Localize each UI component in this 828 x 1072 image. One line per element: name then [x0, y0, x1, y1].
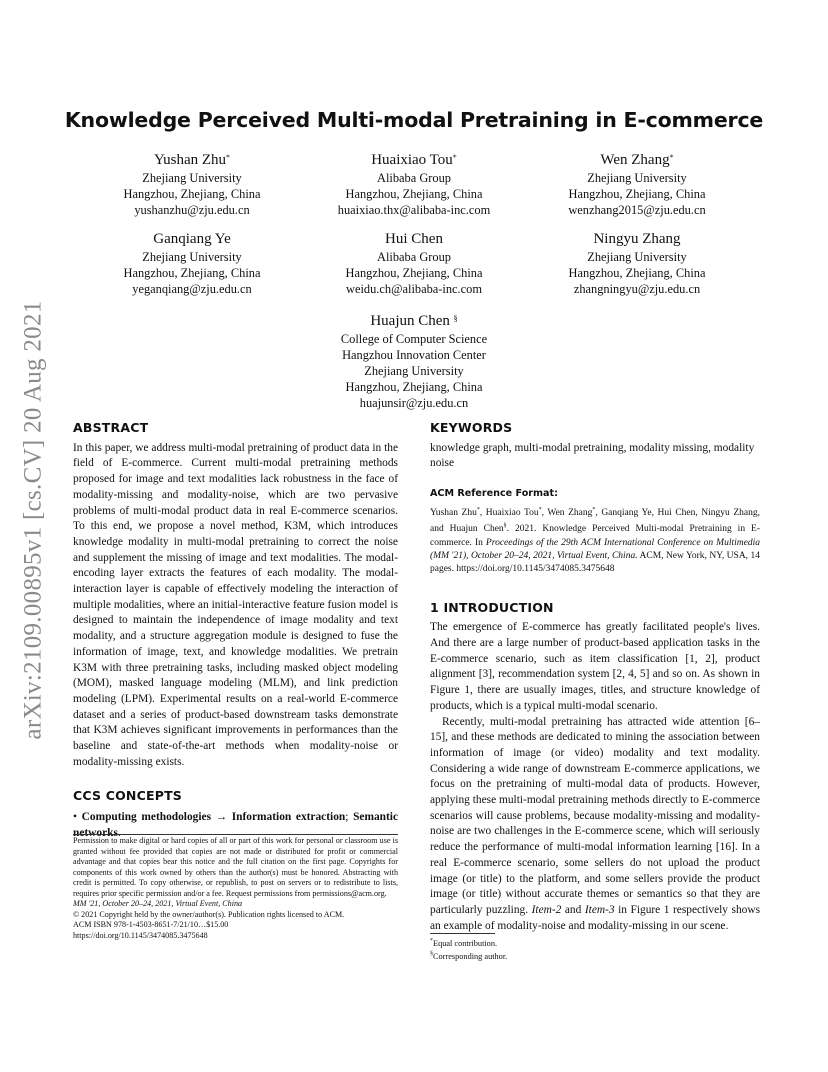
author-location: Hangzhou, Zhejiang, China — [345, 380, 483, 394]
author-location: Hangzhou, Zhejiang, China — [123, 187, 261, 201]
venue-line: MM '21, October 20–24, 2021, Virtual Event, China — [73, 899, 243, 908]
author-affiliation: Alibaba Group — [377, 250, 451, 264]
author-name: Ningyu Zhang — [593, 231, 681, 247]
intro-paragraph: Recently, multi-modal pretraining has attracted wide attention [6–15], and these methods are dedicated to mining the association between information of image (or video) modality and text modality. Considering a wide range of downstream E-commerce applications, we focus on the pretraining of multi-modal data of products. However, applying these multi-modal pretraining methods directly to E-commerce scenarios will cause problems, because modality-missing and modality-noise are two challenges in the E-commerce scene, which will seriously reduce the performance of multi-modal information learning [16]. In a real E-commerce scenario, some sellers do not upload the product image (or title) to the platform, and some sellers provide the product image (or title) without accurate themes or semantics so that they are particularly puzzling. Item-2 and Item-3 in Figure 1 respectively shows an example of modality-noise and modality-missing in our scene. — [430, 715, 761, 932]
footnote-corresponding-author: §Corresponding author. — [430, 950, 508, 961]
abstract-heading: ABSTRACT — [73, 420, 149, 435]
intro-paragraph: The emergence of E-commerce has greatly facilitated people's lives. And there are a large number of product-based application tasks in the E-commerce scenario, such as item classification [1, 2], product alignment [3], recommendation system [2, 4, 5] and so on. As shown in Figure 1, there are usually images, titles, and structure knowledge of products, which is a typical multi-modal scenario. — [430, 621, 760, 712]
author-email[interactable]: huajunsir@zju.edu.cn — [359, 396, 469, 410]
author-location: Hangzhou, Zhejiang, China — [345, 266, 483, 280]
arxiv-identifier[interactable]: arXiv:2109.00895v1 [cs.CV] 20 Aug 2021 — [20, 300, 47, 740]
author-name: Huaixiao Tou* — [371, 152, 457, 168]
right-column — [430, 420, 760, 934]
isbn-line: ACM ISBN 978-1-4503-8651-7/21/10…$15.00 — [73, 920, 229, 929]
author-email[interactable]: yeganqiang@zju.edu.cn — [132, 282, 252, 296]
paper-title: Knowledge Perceived Multi-modal Pretraining in E-commerce — [64, 108, 764, 132]
author-block — [72, 150, 312, 218]
footnotes — [430, 936, 760, 962]
author-location: Hangzhou, Zhejiang, China — [568, 187, 706, 201]
reference-heading: ACM Reference Format: — [430, 488, 558, 500]
author-affiliation: College of Computer Science — [340, 332, 488, 346]
footnote-rule — [430, 933, 495, 934]
author-affiliation: Zhejiang University — [142, 250, 242, 264]
keywords-heading: KEYWORDS — [430, 420, 513, 435]
keywords-text: knowledge graph, multi-modal pretraining, modality missing, modality noise — [430, 441, 755, 470]
intro-heading: 1 INTRODUCTION — [430, 599, 554, 615]
author-name: Wen Zhang* — [600, 152, 674, 168]
author-block — [72, 229, 312, 297]
author-email[interactable]: weidu.ch@alibaba-inc.com — [346, 282, 482, 296]
permission-rule — [73, 834, 398, 835]
author-email[interactable]: zhangningyu@zju.edu.cn — [573, 282, 701, 296]
author-affiliation: Zhejiang University — [142, 171, 242, 185]
permission-block — [73, 836, 398, 941]
author-block — [517, 229, 757, 297]
author-block — [294, 150, 534, 218]
author-name: Ganqiang Ye — [153, 231, 231, 247]
author-block — [517, 150, 757, 218]
reference-text: Yushan Zhu*, Huaixiao Tou*, Wen Zhang*, Ganqiang Ye, Hui Chen, Ningyu Zhang, and Huajun Chen§. 2021. Knowledge Perceived Multi-modal Pretraining in E-commerce. In Proceedings of the 29th ACM International Conference on Multimedia (MM '21), October 20–24, 2021, Virtual Event, China. ACM, New York, NY, USA, 14 pages. https://doi.org/10.1145/3474085.3475648 — [430, 506, 761, 575]
author-block — [294, 311, 534, 411]
author-affiliation: Hangzhou Innovation Center — [342, 348, 486, 362]
ccs-text: • Computing methodologies → Information extraction; Semantic networks. — [73, 811, 399, 839]
ccs-heading: CCS CONCEPTS — [73, 788, 182, 804]
author-name: Yushan Zhu* — [153, 152, 231, 168]
doi-link[interactable]: https://doi.org/10.1145/3474085.3475648 — [73, 930, 208, 940]
author-affiliation: Zhejiang University — [364, 364, 464, 378]
author-affiliation: Zhejiang University — [587, 171, 687, 185]
author-affiliation: Zhejiang University — [587, 250, 687, 264]
author-name: Hui Chen — [385, 231, 443, 247]
arxiv-sidebar — [14, 283, 54, 757]
permission-text: Permission to make digital or hard copies of all or part of this work for personal or classroom use is granted without fee provided that copies are not made or distributed for profit or commercial advantage and that copies bear this notice and the full citation on the first page. Copyrights for components of this work owned by others than the author(s) must be honored. Abstracting with credit is permitted. To copy otherwise, or republish, to post on servers or to redistribute to lists, requires prior specific permission and/or a fee. Request permissions from permissions@acm.org. — [73, 836, 398, 898]
author-email[interactable]: yushanzhu@zju.edu.cn — [134, 203, 250, 217]
footnote-equal-contribution: *Equal contribution. — [430, 938, 498, 948]
author-location: Hangzhou, Zhejiang, China — [123, 266, 261, 280]
author-location: Hangzhou, Zhejiang, China — [345, 187, 483, 201]
abstract-text: In this paper, we address multi-modal pretraining of product data in the field of E-commerce. Current multi-modal pretraining methods proposed for image and text modalities lack robustness in the face of modality-missing and modality-noise, which are two pervasive problems of multi-modal product data in real E-commerce scenarios. To this end, we propose a novel method, K3M, which introduces knowledge modality in multi-modal pretraining to correct the noise and supplement the missing of image and text modalities. The modal-encoding layer extracts the features of each modality. The modal-interaction layer is capable of effectively modeling the interaction of multiple modalities, where an initial-interactive feature fusion model is designed to maintain the independence of image modality and text modality, and a structure aggregation module is designed to fuse the information of image, text, and knowledge modalities. We pretrain K3M with three pretraining tasks, including masked object modeling (MOM), masked language modeling (MLM), and link prediction modeling (LPM). Experimental results on a real-world E-commerce dataset and a series of product-based downstream tasks demonstrate that K3M achieves significant improvements in performances than the baseline and state-of-the-art methods when modality-noise or modality-missing exists. — [73, 441, 398, 768]
author-location: Hangzhou, Zhejiang, China — [568, 266, 706, 280]
author-block — [294, 229, 534, 297]
copyright-line: © 2021 Copyright held by the owner/author(s). Publication rights licensed to ACM. — [73, 909, 345, 919]
author-name: Huajun Chen § — [370, 313, 458, 329]
author-email[interactable]: huaixiao.thx@alibaba-inc.com — [337, 203, 491, 217]
author-email[interactable]: wenzhang2015@zju.edu.cn — [568, 203, 706, 217]
left-column — [73, 420, 398, 842]
author-affiliation: Alibaba Group — [377, 171, 451, 185]
